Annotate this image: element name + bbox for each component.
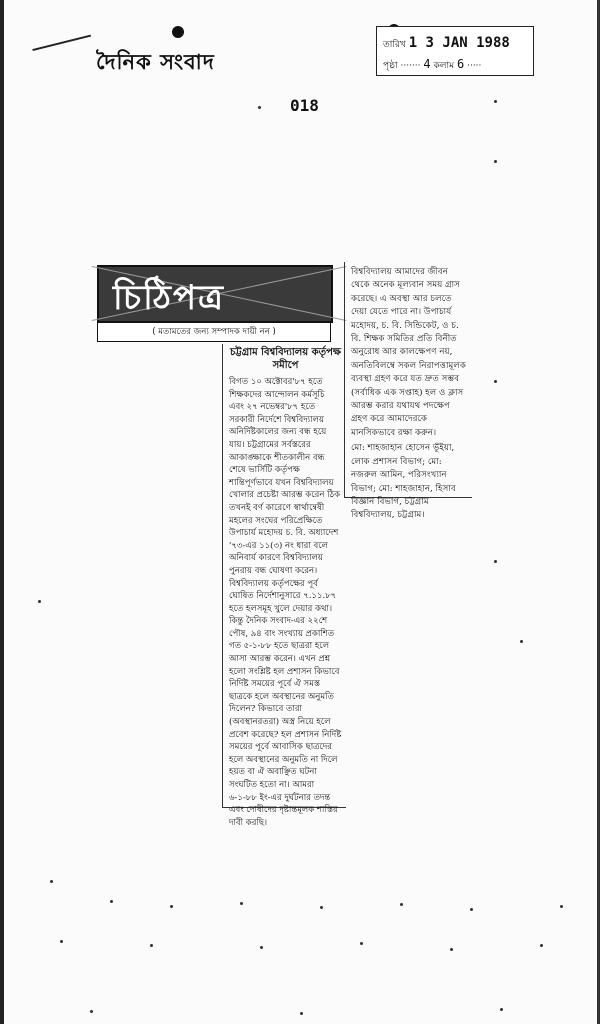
letter-body-main: বিগত ১০ অক্টোবর'৮৭ হতে শিক্ষকদের আন্দোলন কর্মসূচি এবং ২৭ নভেম্বর'৮৭ হতে সরকারী নির্দেশে বিশ্ববিদ্যালয় অনির্দিষ্টকালের জন্য বন্ধ হয়ে যায়। চট্টগ্রামের সর্বস্তরের আকাঙ্ক্ষাকে শীতকালীন বন্ধ শেষে ভার্সিটি কর্তৃপক্ষ শান্তিপূর্ণভাবে যখন বিশ্ববিদ্যালয় খোলার প্রচেষ্টা আরম্ভ করেন ঠিক তখনই বর্ণ কারেণে স্বার্থান্বেষী মহলের সংঘের পরিপ্রেক্ষিতে উপাচার্য মহোদয় চ. বি. অধ্যাদেশ '৭৩-এর ১১(৩) নং ধারা বলে অনিবার্য কারণে বিশ্ববিদ্যালয় পুনরায় বন্ধ ঘোষণা করেন। বিশ্ববিদ্যালয় কর্তৃপক্ষের পূর্ব ঘোষিত নির্দেশানুসারে ৭.১১.৮৭ হতে হলসমূহ খুলে দেয়ার কথা। কিন্তু দৈনিক সংবাদ-এর ২২শে পৌষ, ৯৪ বাং সংখ্যায় প্রকাশিত গত ৫-১-৮৮ হতে ছাত্ররা হলে আসা আরম্ভ করেন। এখন প্রশ্ন হলো সংশ্লিষ্ট হল প্রশাসন কিভাবে নির্দিষ্ট সময়ের পূর্বে ঐ সমস্ত ছাত্রকে হলে অবস্থানের অনুমতি দিলেন? কিভাবে তারা (অবস্থানরতরা) অস্ত্র নিয়ে হলে প্রবেশ করেছে? হল প্রশাসন নির্দিষ্ট সময়ের পূর্বে আবাসিক ছাত্রদের হলে অবস্থানের অনুমতি না দিলে হয়ত বা ঐ অবাঞ্ছিত ঘটনা সংঘটিত হতো না। আমরা ৬-১-৮৮ ইং-এর দুর্ঘটনার তদন্ত এবং দোষীদের দৃষ্টান্তমূলক শাস্তির দাবী করছি।	[229, 377, 342, 828]
letter-signature: মো: শাহজাহান হোসেন ভূঁইয়া, লোক প্রশাসন বিভাগ; মো: নজরুল আমিন, পরিসংখ্যান বিভাগ; মো: শাহজাহান, হিসাব বিজ্ঞান বিভাগ, চট্টগ্রাম বিশ্ববিদ্যালয়, চট্টগ্রাম।	[351, 443, 456, 521]
letter-column-right	[344, 262, 472, 521]
punch-hole-icon	[172, 26, 184, 38]
letter-column-main	[222, 344, 346, 828]
stamp-page-value: 4	[423, 57, 431, 71]
banner-subline: ( মতামতের জন্য সম্পাদক দায়ী নন )	[97, 322, 331, 342]
page-number: 018	[290, 96, 319, 115]
letter-body-right: বিশ্ববিদ্যালয় আমাদের জীবন থেকে অনেক মূল্যবান সময় গ্রাস করেছে। এ অবস্থা আর চলতে দেয়া যেতে পারে না। উপাচার্য মহোদয়, চ. বি. সিন্ডিকেট, ও চ. বি. শিক্ষক সমিতির প্রতি বিনীত অনুরোধ আর কালক্ষেপণ নয়, অনতিবিলম্বে সকল নিরাপত্তামূলক ব্যবস্থা গ্রহণ করে যত দ্রুত সম্ভব (সর্বাধিক এক সপ্তাহ) হল ও ক্লাস আরম্ভ করার যথাযথ পদক্ষেপ গ্রহণ করে আমাদেরকে মানসিকভাবে রক্ষা করুন।	[351, 267, 466, 438]
stamp-date-label: তারিখ	[383, 40, 406, 50]
corner-fold-mark	[29, 21, 91, 51]
stamp-page-label: পৃষ্ঠা	[383, 61, 398, 71]
banner-title: চিঠিপত্র	[113, 278, 226, 318]
letter-headline: চট্টগ্রাম বিশ্ববিদ্যালয় কর্তৃপক্ষ সমীপে	[230, 347, 341, 371]
date-stamp: তারিখ 1 3 JAN 1988 পৃষ্ঠা ······· 4 কলাম 6 ·····	[376, 26, 534, 76]
stamp-date-value: 1 3 JAN 1988	[408, 35, 510, 51]
newspaper-masthead: দৈনিক সংবাদ	[96, 50, 215, 74]
stamp-column-label: কলাম	[433, 61, 455, 71]
stamp-column-value: 6	[456, 57, 465, 71]
scan-edge-left	[0, 0, 4, 1024]
section-banner	[97, 265, 333, 323]
